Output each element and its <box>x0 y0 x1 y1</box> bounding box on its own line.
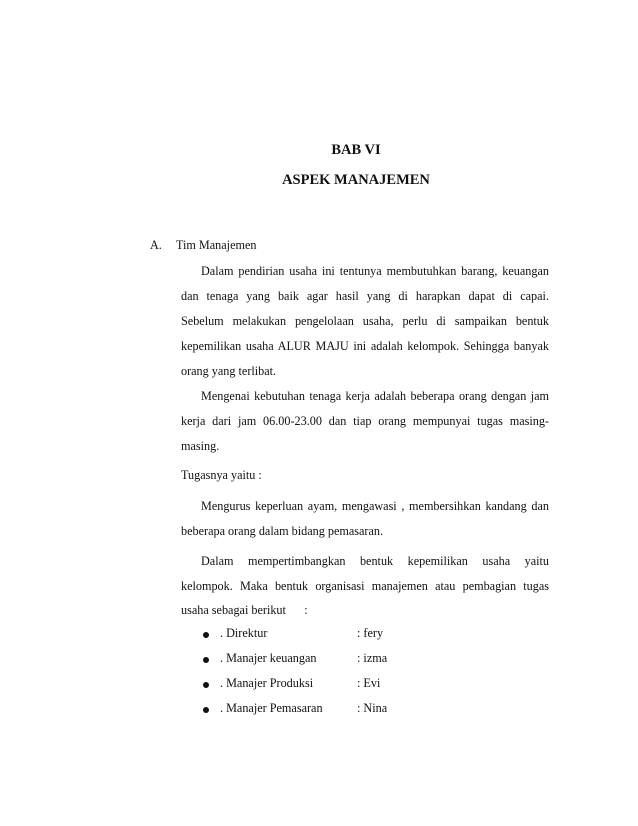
role-label: . Manajer Produksi <box>220 676 314 690</box>
paragraph-line: Mengurus keperluan ayam, mengawasi , membersihkan kandang dan <box>201 499 549 513</box>
paragraph-line: kepemilikan usaha ALUR MAJU ini adalah kelompok. Sehingga banyak <box>181 339 549 353</box>
section-title: Tim Manajemen <box>176 238 257 252</box>
bullet-icon <box>203 632 209 638</box>
role-value: : fery <box>357 626 384 640</box>
bullet-icon <box>203 657 209 663</box>
role-label: . Manajer Pemasaran <box>220 701 323 715</box>
role-label: . Direktur <box>220 626 268 640</box>
paragraph-line: Dalam mempertimbangkan bentuk kepemilikan usaha yaitu <box>201 554 549 568</box>
paragraph-line: masing. <box>181 439 220 453</box>
tugas-label: Tugasnya yaitu : <box>181 468 262 482</box>
chapter-heading: BAB VI <box>331 142 381 158</box>
bullet-icon <box>203 707 209 713</box>
role-label: . Manajer keuangan <box>220 651 317 665</box>
paragraph-line: Mengenai kebutuhan tenaga kerja adalah beberapa orang dengan jam <box>201 389 549 403</box>
paragraph-line: kerja dari jam 06.00-23.00 dan tiap orang mempunyai tugas masing- <box>181 414 549 428</box>
bullet-icon <box>203 682 209 688</box>
section-marker: A. <box>150 238 162 252</box>
role-value: : izma <box>357 651 388 665</box>
role-value: : Evi <box>357 676 381 690</box>
paragraph-line: dan tenaga yang baik agar hasil yang di harapkan dapat di capai. <box>181 289 549 303</box>
paragraph-line: Dalam pendirian usaha ini tentunya membutuhkan barang, keuangan <box>201 264 549 278</box>
chapter-title: ASPEK MANAJEMEN <box>282 172 430 188</box>
paragraph-line: kelompok. Maka bentuk organisasi manajemen atau pembagian tugas <box>181 579 549 593</box>
paragraph-line: beberapa orang dalam bidang pemasaran. <box>181 524 384 538</box>
paragraph-line: usaha sebagai berikut : <box>181 603 308 617</box>
paragraph-line: orang yang terlibat. <box>181 364 277 378</box>
role-value: : Nina <box>357 701 388 715</box>
paragraph-line: Sebelum melakukan pengelolaan usaha, perlu di sampaikan bentuk <box>181 314 549 328</box>
